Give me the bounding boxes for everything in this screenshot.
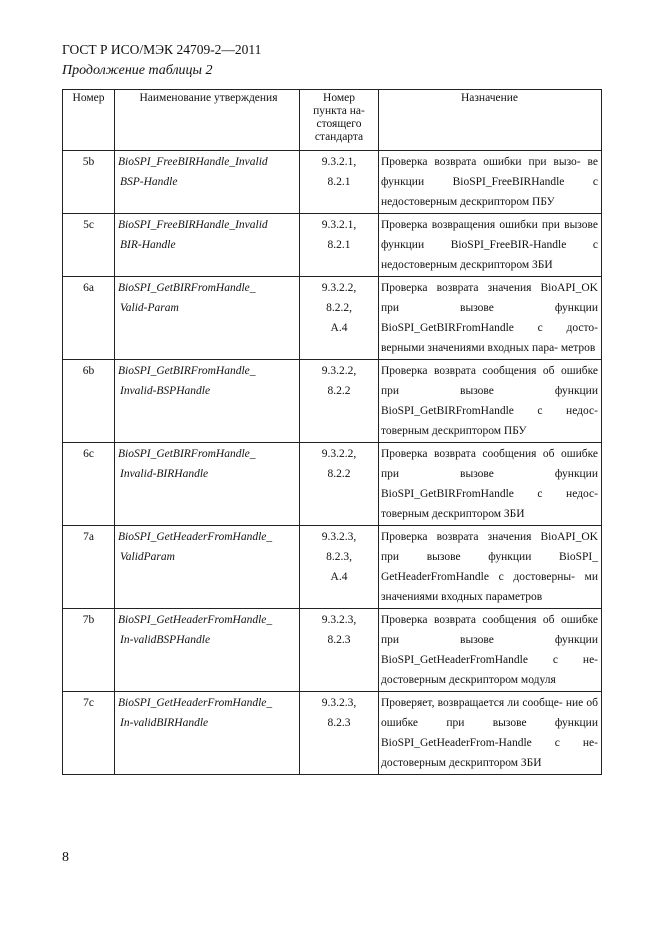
row-number: 7a — [63, 526, 115, 609]
table-row — [63, 692, 602, 775]
page-number: 8 — [62, 850, 69, 865]
header-number: Номер — [63, 90, 115, 151]
row-clause — [300, 526, 379, 609]
row-purpose: Проверка возврата значения BioAPI_OK при вызове функции BioSPI_GetBIRFromHandle с досто- верными значениями входных пара- метров — [379, 277, 602, 360]
table-row — [63, 443, 602, 526]
assertion-name-line: BioSPI_GetHeaderFromHandle_ — [118, 531, 273, 543]
row-clause — [300, 214, 379, 277]
row-assertion-name — [115, 151, 300, 214]
table-header-row — [63, 90, 602, 151]
row-clause — [300, 692, 379, 775]
row-number: 5b — [63, 151, 115, 214]
row-assertion-name — [115, 609, 300, 692]
row-purpose: Проверка возврата ошибки при вызо- ве функции BioSPI_FreeBIRHandle с недостоверным дескриптором ПБУ — [379, 151, 602, 214]
clause-line: 8.2.3, — [326, 551, 352, 563]
table-row — [63, 214, 602, 277]
assertion-name-line: ValidParam — [120, 551, 175, 563]
row-purpose: Проверяет, возвращается ли сообще- ние об ошибке при вызове функции BioSPI_GetHeaderFrom-Handle с не- достоверным дескриптором ЗБИ — [379, 692, 602, 775]
row-clause — [300, 609, 379, 692]
header-clause-text: Номер пункта на- стоящего стандарта — [313, 92, 365, 143]
row-purpose: Проверка возврата сообщения об ошибке при вызове функции BioSPI_GetHeaderFromHandle с не- достоверным дескриптором модуля — [379, 609, 602, 692]
assertion-name-line: In-validBIRHandle — [120, 717, 209, 729]
clause-line: 9.3.2.1, — [321, 219, 357, 231]
table-row — [63, 609, 602, 692]
clause-line: 9.3.2.2, — [321, 448, 357, 460]
clause-line: 8.2.3 — [327, 634, 351, 646]
table-continuation-caption: Продолжение таблицы 2 — [62, 63, 213, 78]
clause-line: 9.3.2.3, — [321, 531, 357, 543]
clause-line: 9.3.2.3, — [321, 614, 357, 626]
clause-line: 8.2.1 — [327, 239, 351, 251]
assertion-name-line: BioSPI_GetHeaderFromHandle_ — [118, 614, 273, 626]
assertion-name-line: Invalid-BSPHandle — [120, 385, 211, 397]
row-assertion-name — [115, 360, 300, 443]
clause-line: 8.2.2 — [327, 385, 351, 397]
row-clause — [300, 277, 379, 360]
assertion-name-line: BioSPI_FreeBIRHandle_Invalid — [118, 156, 268, 168]
clause-line: 8.2.1 — [327, 176, 351, 188]
assertion-name-line: In-validBSPHandle — [120, 634, 211, 646]
clause-line: 9.3.2.1, — [321, 156, 357, 168]
row-number: 7b — [63, 609, 115, 692]
clause-line: 9.3.2.2, — [321, 282, 357, 294]
row-number: 6c — [63, 443, 115, 526]
header-clause — [300, 90, 379, 151]
table-row — [63, 277, 602, 360]
row-number: 6a — [63, 277, 115, 360]
standard-designation: ГОСТ Р ИСО/МЭК 24709-2—2011 — [62, 42, 262, 57]
clause-line: 9.3.2.3, — [321, 697, 357, 709]
clause-line: 8.2.2 — [327, 468, 351, 480]
row-assertion-name — [115, 443, 300, 526]
row-assertion-name — [115, 526, 300, 609]
assertion-name-line: BioSPI_FreeBIRHandle_Invalid — [118, 219, 268, 231]
assertion-name-line: BioSPI_GetBIRFromHandle_ — [118, 365, 256, 377]
clause-line: A.4 — [330, 571, 348, 583]
table-row — [63, 526, 602, 609]
clause-line: A.4 — [330, 322, 348, 334]
header-name: Наименование утверждения — [115, 90, 300, 151]
row-clause — [300, 443, 379, 526]
assertion-name-line: BSP-Handle — [120, 176, 178, 188]
table-row — [63, 360, 602, 443]
assertion-name-line: BioSPI_GetBIRFromHandle_ — [118, 282, 256, 294]
row-number: 7c — [63, 692, 115, 775]
row-assertion-name — [115, 277, 300, 360]
assertion-name-line: BioSPI_GetHeaderFromHandle_ — [118, 697, 273, 709]
clause-line: 9.3.2.2, — [321, 365, 357, 377]
assertion-name-line: BIR-Handle — [120, 239, 176, 251]
row-clause — [300, 360, 379, 443]
row-purpose: Проверка возвращения ошибки при вызове функции BioSPI_FreeBIR-Handle с недостоверным дескриптором ЗБИ — [379, 214, 602, 277]
row-purpose: Проверка возврата сообщения об ошибке при вызове функции BioSPI_GetBIRFromHandle с недос- товерным дескриптором ПБУ — [379, 360, 602, 443]
assertions-table — [62, 89, 602, 775]
row-purpose: Проверка возврата значения BioAPI_OK при вызове функции BioSPI_ GetHeaderFromHandle с достоверны- ми значениями входных параметров — [379, 526, 602, 609]
row-number: 6b — [63, 360, 115, 443]
header-purpose: Назначение — [379, 90, 602, 151]
row-number: 5c — [63, 214, 115, 277]
assertion-name-line: BioSPI_GetBIRFromHandle_ — [118, 448, 256, 460]
clause-line: 8.2.2, — [326, 302, 352, 314]
row-assertion-name — [115, 214, 300, 277]
table-row — [63, 151, 602, 214]
assertion-name-line: Valid-Param — [120, 302, 179, 314]
row-clause — [300, 151, 379, 214]
clause-line: 8.2.3 — [327, 717, 351, 729]
row-assertion-name — [115, 692, 300, 775]
assertion-name-line: Invalid-BIRHandle — [120, 468, 209, 480]
row-purpose: Проверка возврата сообщения об ошибке при вызове функции BioSPI_GetBIRFromHandle с недос- товерным дескриптором ЗБИ — [379, 443, 602, 526]
